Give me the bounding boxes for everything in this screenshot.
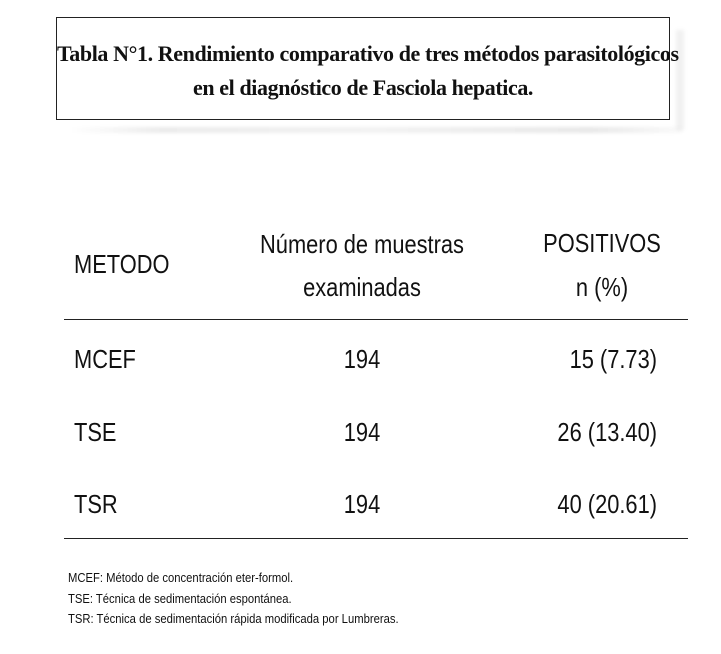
footnote-tsr: TSR: Técnica de sedimentación rápida modificada por Lumbreras.: [68, 612, 399, 626]
row-method: MCEF: [74, 344, 136, 374]
header-positives-line-2: n (%): [575, 272, 629, 302]
row-samples: 194: [343, 344, 381, 374]
footnote-mcef: MCEF: Método de concentración eter-formol.: [68, 571, 294, 585]
footnote-tse: TSE: Técnica de sedimentación espontánea.: [68, 591, 292, 606]
row-positives: 26 (13.40): [557, 417, 657, 447]
table-rule-bottom: [64, 538, 688, 539]
row-positives: 40 (20.61): [557, 489, 657, 519]
table-title-box: [56, 17, 679, 120]
header-samples-line-1: Número de muestras: [260, 229, 464, 259]
header-samples: [260, 223, 464, 309]
row-positives: 15 (7.73): [569, 344, 657, 374]
table-rule-top: [64, 319, 688, 320]
row-method: TSE: [74, 417, 117, 447]
table-title-line-1: Tabla N°1. Rendimiento comparativo de tres métodos parasitológicos: [57, 41, 679, 66]
table-title-line-2: en el diagnóstico de Fasciola hepatica.: [192, 75, 534, 100]
row-method: TSR: [74, 489, 118, 519]
footnotes: [68, 568, 399, 630]
header-positives-line-1: POSITIVOS: [543, 228, 661, 258]
scan-artifact: [70, 127, 682, 133]
header-positives: [543, 221, 661, 309]
row-samples: 194: [343, 417, 381, 447]
header-samples-line-2: examinadas: [303, 272, 421, 302]
row-samples: 194: [343, 489, 381, 519]
header-method: METODO: [74, 249, 170, 279]
